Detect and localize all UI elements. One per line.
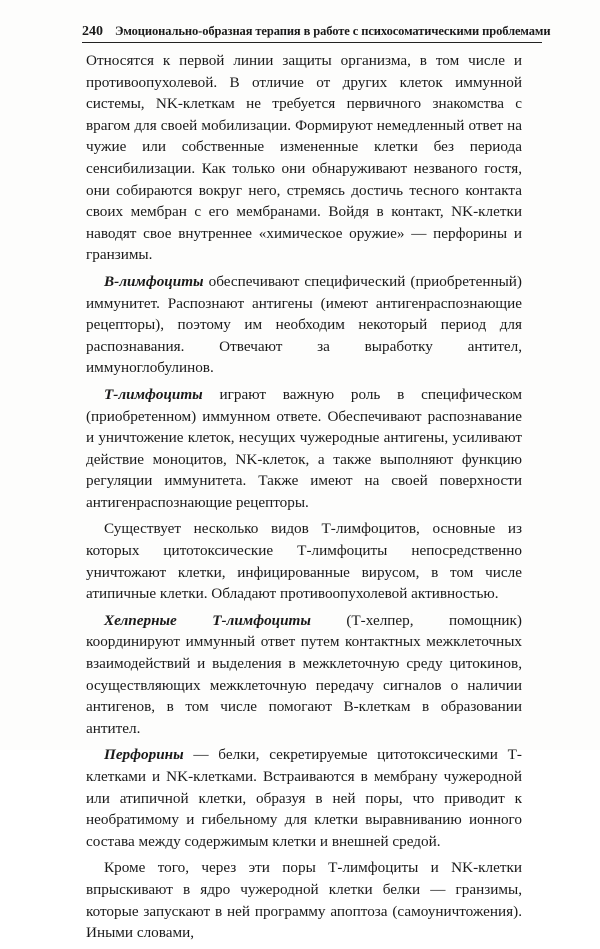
paragraph-text: Кроме того, через эти поры Т-лимфоциты и NK-клетки впрыскивают в ядро чужеродной клетки белки — гранзимы, которые запускают в ней программу апоптоза (самоуничтожения). Иными словами, [86, 859, 522, 942]
running-title: Эмоционально-образная терапия в работе с психосоматическими проблемами [115, 24, 551, 38]
term-t-lymphocytes: Т-лимфоциты [104, 385, 203, 403]
paragraph-perforins [86, 744, 522, 852]
paragraph-t-cell-types [86, 518, 522, 604]
paragraph-t-lymphocytes [86, 384, 522, 514]
paragraph-text: (Т-хелпер, помощник) координируют иммунный ответ путем контактных межклеточных взаимодействий и выделения в межклеточную среду цитокинов, осуществляющих межклеточную передачу сигналов о наличии антигенов, в том числе помогают В-клеткам в образовании антител. [86, 611, 522, 737]
body-text [86, 50, 522, 949]
paragraph-text: Относятся к первой линии защиты организма, в том числе и противоопухолевой. В отличие от других клеток иммунной системы, NK-клеткам не требуется первичного знакомства с врагом для своей мобилизации. Формируют немедленный ответ на чужие или собственные измененные клетки без периода сенсибилизации. Как только они обнаруживают незваного гостя, они собираются вокруг него, стремясь достичь тесного контакта своих мембран с его мембранами. Войдя в контакт, NK-клетки наводят свое внутреннее «химическое оружие» — перфорины и гранзимы. [86, 52, 522, 264]
paragraph-text: — белки, секретируемые цитотоксическими Т-клетками и NK-клетками. Встраиваются в мембрану чужеродной или атипичной клетки, образуя в ней поры, что приводит к необратимому и гибельному для клетки выравниванию ионного состава между содержимым клетки и внешней средой. [86, 746, 522, 850]
paragraph-text: Существует несколько видов Т-лимфоцитов, основные из которых цитотоксические Т-лимфоциты непосредственно уничтожают клетки, инфицированные вирусом, в том числе атипичные клетки. Обладают противоопухолевой активностью. [86, 520, 522, 603]
paragraph-nk-cells [86, 50, 522, 266]
term-perforins: Перфорины [104, 746, 184, 764]
paragraph-granzymes [86, 857, 522, 943]
term-helper-t-cells: Хелперные Т-лимфоциты [104, 611, 311, 629]
running-header [82, 20, 551, 43]
term-b-lymphocytes: В-лимфоциты [104, 272, 204, 290]
paragraph-text: обеспечивают специфический (приобретенный) иммунитет. Распознают антигены (имеют антигенраспознающие рецепторы), поэтому им необходим некоторый период для распознавания. Отвечают за выработку антител, иммуноглобулинов. [86, 272, 522, 377]
paragraph-helper-t-cells [86, 610, 522, 740]
page-number: 240 [82, 24, 103, 39]
paragraph-b-lymphocytes [86, 271, 522, 379]
paragraph-text: играют важную роль в специфическом (приобретенном) иммунном ответе. Обеспечивают распознавание и уничтожение клеток, несущих чужеродные антигены, усиливают действие моноцитов, NK-клеток, а также выполняют функцию регуляции иммунитета. Также имеют на своей поверхности антигенраспознающие рецепторы. [86, 385, 522, 511]
